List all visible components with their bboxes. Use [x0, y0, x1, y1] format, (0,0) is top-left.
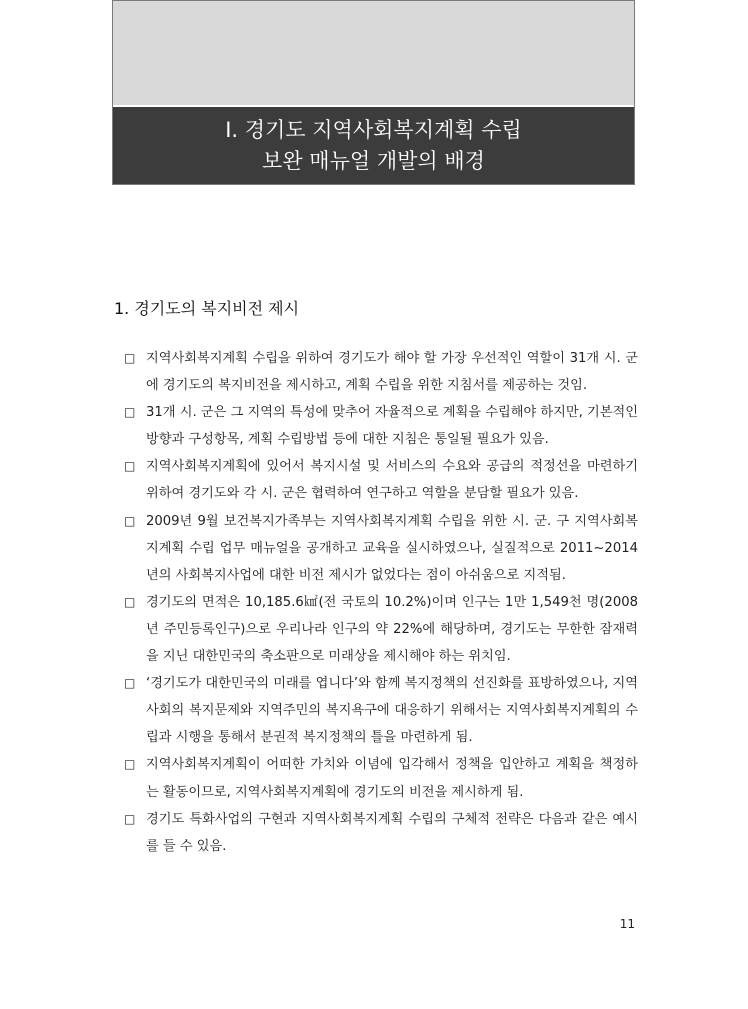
bullet-text: 31개 시. 군은 그 지역의 특성에 맞추어 자율적으로 계획을 수립해야 하지만, 기본적인 방향과 구성항목, 계획 수립방법 등에 대한 지침은 통일될 필요가 있음.	[146, 405, 638, 448]
checkbox-bullet-icon: □	[124, 676, 136, 691]
chapter-title-box	[112, 0, 635, 185]
checkbox-bullet-icon: □	[124, 513, 136, 528]
checkbox-bullet-icon: □	[124, 405, 136, 420]
bullet-item	[124, 345, 638, 399]
checkbox-bullet-icon: □	[124, 594, 136, 609]
bullet-item	[124, 453, 638, 507]
bullet-item	[124, 806, 638, 860]
section-heading: 1. 경기도의 복지비전 제시	[114, 299, 300, 318]
bullet-item	[124, 751, 638, 805]
checkbox-bullet-icon: □	[124, 811, 136, 826]
bullet-text: 경기도의 면적은 10,185.6㎢(전 국토의 10.2%)이며 인구는 1만 1,549천 명(2008년 주민등록인구)으로 우리나라 인구의 약 22%에 해당하며, 경기도는 무한한 잠재력을 지닌 대한민국의 축소판으로 미래상을 제시해야 하는 위치임.	[146, 594, 638, 665]
bullet-list	[124, 345, 638, 860]
chapter-title-band	[113, 105, 634, 184]
bullet-text: 경기도 특화사업의 구현과 지역사회복지계획 수립의 구체적 전략은 다음과 같은 예시를 들 수 있음.	[146, 811, 638, 854]
bullet-item	[124, 670, 638, 751]
bullet-item	[124, 589, 638, 670]
bullet-text: 지역사회복지계획에 있어서 복지시설 및 서비스의 수요와 공급의 적정선을 마련하기 위하여 경기도와 각 시. 군은 협력하여 연구하고 역할을 분담할 필요가 있음.	[146, 459, 638, 502]
bullet-text: ‘경기도가 대한민국의 미래를 엽니다’와 함께 복지정책의 선진화를 표방하였으나, 지역사회의 복지문제와 지역주민의 복지욕구에 대응하기 위해서는 지역사회복지계획의 수립과 시행을 통해서 분권적 복지정책의 틀을 마련하게 됨.	[146, 676, 638, 746]
bullet-text: 지역사회복지계획이 어떠한 가치와 이념에 입각해서 정책을 입안하고 계획을 책정하는 활동이므로, 지역사회복지계획에 경기도의 비전을 제시하게 됨.	[146, 757, 638, 800]
bullet-item	[124, 508, 638, 589]
checkbox-bullet-icon: □	[124, 351, 136, 365]
checkbox-bullet-icon: □	[124, 757, 136, 772]
chapter-title-line-2: 보완 매뉴얼 개발의 배경	[262, 148, 485, 173]
bullet-text: 2009년 9월 보건복지가족부는 지역사회복지계획 수립을 위한 시. 군. 구 지역사회복지계획 수립 업무 매뉴얼을 공개하고 교육을 실시하였으나, 실질적으로 2011~2014년의 사회복지사업에 대한 비전 제시가 없었다는 점이 아쉬움으로 지적됨.	[146, 513, 638, 583]
chapter-title-top-panel	[113, 1, 634, 105]
bullet-text: 지역사회복지계획 수립을 위하여 경기도가 해야 할 가장 우선적인 역할이 31개 시. 군에 경기도의 복지비전을 제시하고, 계획 수립을 위한 지침서를 제공하는 것임.	[146, 351, 638, 394]
bullet-item	[124, 399, 638, 453]
chapter-title-line-1: Ⅰ. 경기도 지역사회복지계획 수립	[225, 117, 522, 142]
page-number: 11	[619, 917, 635, 931]
checkbox-bullet-icon: □	[124, 459, 136, 474]
